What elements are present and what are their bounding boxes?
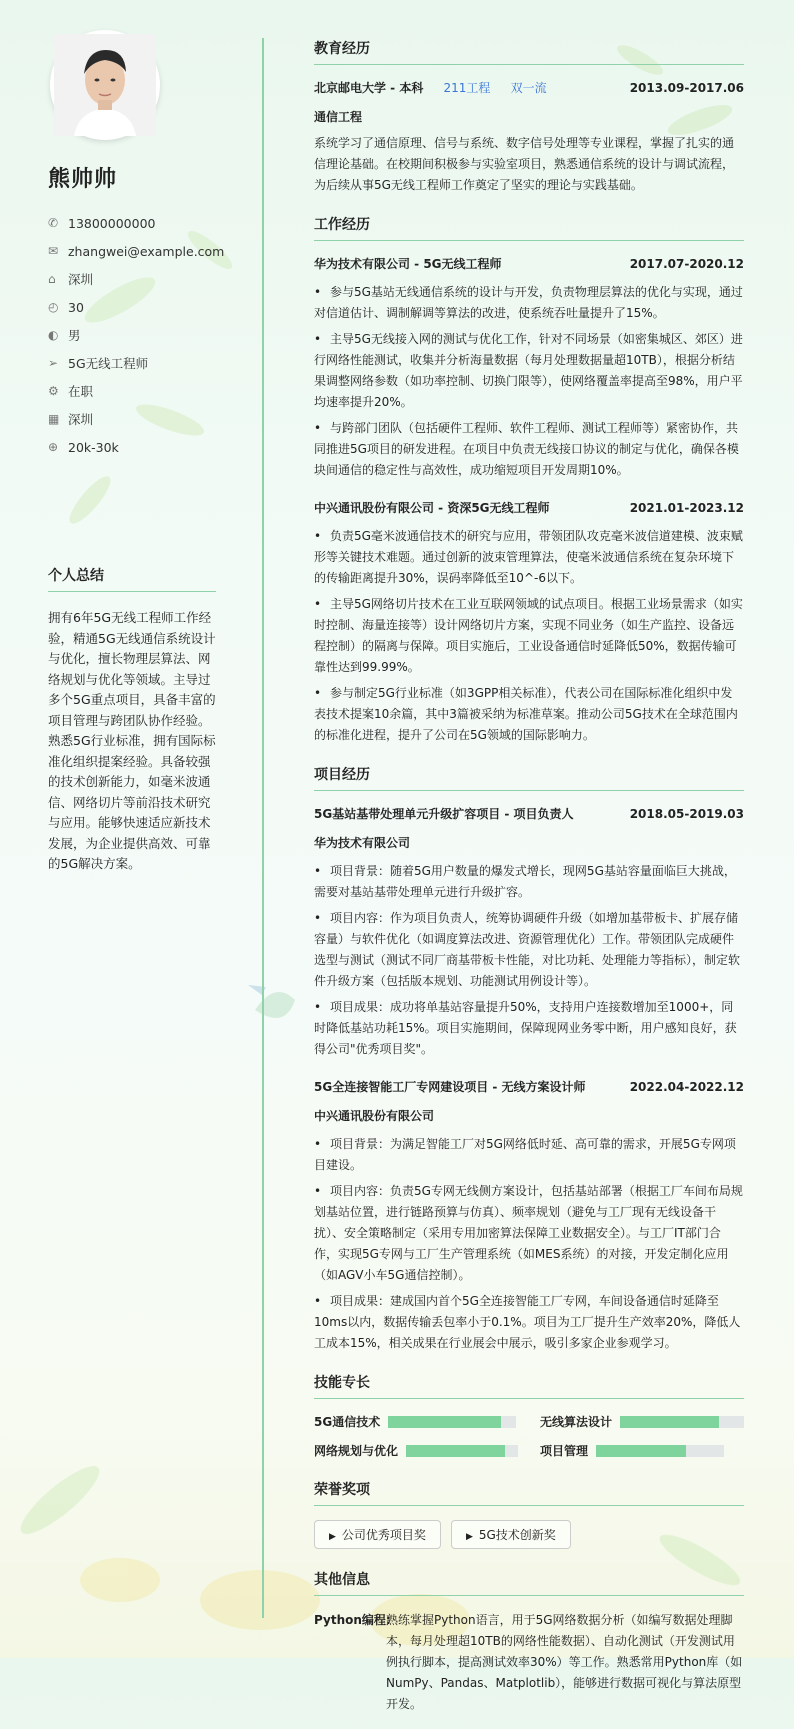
education-major: 通信工程	[314, 110, 363, 124]
skill-item	[314, 1413, 518, 1430]
project-header	[314, 805, 744, 822]
skill-item	[540, 1413, 744, 1430]
project-item	[314, 805, 744, 1060]
work-item	[314, 255, 744, 481]
work-bullets	[314, 282, 744, 481]
other-title: 其他信息	[314, 1569, 744, 1596]
avatar	[50, 30, 160, 140]
city-icon: ▦	[48, 412, 60, 426]
list-item: • 项目内容：作为项目负责人，统筹协调硬件升级（如增加基带板卡、扩展存储容量）与软件优化（如调度算法改进、资源管理优化）工作。带领团队完成硬件选型与测试（测试不同厂商基带板卡性能，对比功耗、处理能力等指标），制定软件升级方案（包括版本规划、功能测试用例设计等）。	[314, 908, 744, 992]
skills-section	[314, 1372, 744, 1459]
project-company: 中兴通讯股份有限公司	[314, 1109, 435, 1123]
phone-icon: ✆	[48, 216, 59, 230]
project-bullets	[314, 861, 744, 1060]
project-name: 5G基站基带处理单元升级扩容项目 - 项目负责人	[314, 807, 574, 821]
awards-section	[314, 1479, 744, 1549]
project-period: 2022.04-2022.12	[629, 1079, 744, 1094]
candidate-name: 熊帅帅	[48, 167, 118, 192]
gender-icon: ◐	[48, 328, 59, 342]
project-name: 5G全连接智能工厂专网建设项目 - 无线方案设计师	[314, 1080, 586, 1094]
list-item: • 项目背景：为满足智能工厂对5G网络低时延、高可靠的需求，开展5G专网项目建设。	[314, 1134, 744, 1176]
info-text: 男	[68, 328, 81, 343]
education-section	[314, 38, 744, 196]
list-item: • 负责5G毫米波通信技术的研究与应用，带领团队攻克毫米波信道建模、波束赋形等关键技术难题。通过创新的波束管理算法，使毫米波通信系统在复杂环境下的传输距离提升30%，误码率降低至10^-6以下。	[314, 526, 744, 589]
summary-section	[48, 565, 216, 875]
salary-icon: ⊕	[48, 440, 59, 454]
education-header	[314, 79, 744, 96]
skills-grid	[314, 1413, 744, 1459]
main-content	[314, 38, 744, 1729]
work-header	[314, 255, 744, 272]
work-header	[314, 499, 744, 516]
skill-bar	[596, 1445, 724, 1457]
info-age	[48, 293, 262, 321]
skill-bar-fill	[388, 1416, 501, 1428]
award-label: 公司优秀项目奖	[341, 1528, 426, 1542]
info-gender	[48, 321, 262, 349]
info-email	[48, 237, 262, 265]
project-bullets	[314, 1134, 744, 1354]
skill-bar-fill	[406, 1445, 505, 1457]
work-period: 2021.01-2023.12	[629, 500, 744, 515]
info-city	[48, 405, 262, 433]
project-header	[314, 1078, 744, 1095]
other-key: Python编程:	[314, 1613, 391, 1627]
info-text: 深圳	[68, 412, 94, 427]
info-location	[48, 265, 262, 293]
skill-bar	[406, 1445, 518, 1457]
projects-title: 项目经历	[314, 764, 744, 791]
info-text: zhangwei@example.com	[68, 243, 225, 259]
other-value: 熟练掌握Python语言，用于5G网络数据分析（如编写数据处理脚本，每月处理超10TB的网络性能数据）、自动化测试（开发测试用例执行脚本，提高测试效率30%）等工作。熟悉常用Python库（如NumPy、Pandas、Matplotlib），能够进行数据可视化与算法原型开发。	[386, 1613, 743, 1711]
info-salary	[48, 433, 262, 461]
work-period: 2017.07-2020.12	[629, 256, 744, 271]
work-company: 华为技术有限公司 - 5G无线工程师	[314, 257, 502, 271]
skill-bar-fill	[596, 1445, 686, 1457]
info-text: 13800000000	[68, 215, 156, 231]
list-item: • 主导5G无线接入网的测试与优化工作，针对不同场景（如密集城区、郊区）进行网络性能测试，收集并分析海量数据（每月处理数据量超10TB），根据分析结果调整网络参数（如功率控制、切换门限等），使网络覆盖率提高至98%，用户平均速率提升20%。	[314, 329, 744, 413]
list-item: • 主导5G网络切片技术在工业互联网领域的试点项目。根据工业场景需求（如实时控制、海量连接等）设计网络切片方案，实现不同业务（如生产监控、设备远程控制）的隔离与保障。项目实施后，工业设备通信时延降低50%，数据传输可靠性达到99.99%。	[314, 594, 744, 678]
school-tag: 双一流	[510, 81, 547, 95]
info-text: 20k-30k	[68, 439, 119, 455]
skill-label: 5G通信技术	[314, 1415, 381, 1429]
projects-section	[314, 764, 744, 1354]
info-position	[48, 349, 262, 377]
award-label: 5G技术创新奖	[478, 1528, 556, 1542]
school-tags	[428, 81, 547, 95]
skill-label: 无线算法设计	[540, 1415, 613, 1429]
education-period: 2013.09-2017.06	[629, 80, 744, 95]
summary-text: 拥有6年5G无线工程师工作经验，精通5G无线通信系统设计与优化，擅长物理层算法、网络规划与优化等领域。主导过多个5G重点项目，具备丰富的项目管理与跨团队协作经验。熟悉5G行业标准，拥有国际标准化组织提案经验。具备较强的技术创新能力，如毫米波通信、网络切片等前沿技术研究与应用。能够快速适应新技术发展，为企业提供高效、可靠的5G解决方案。	[48, 610, 216, 871]
summary-title: 个人总结	[48, 565, 216, 592]
award-badge	[314, 1520, 441, 1549]
play-triangle-icon: ▶	[329, 1532, 336, 1542]
age-icon: ◴	[48, 300, 59, 314]
work-item	[314, 499, 744, 746]
list-item: • 项目成果：建成国内首个5G全连接智能工厂专网，车间设备通信时延降至10ms以内，数据传输丢包率小于0.1%。项目为工厂提升生产效率20%，降低人工成本15%，相关成果在行业展会中展示，吸引多家企业参观学习。	[314, 1291, 744, 1354]
info-phone	[48, 209, 262, 237]
list-item: • 与跨部门团队（包括硬件工程师、软件工程师、测试工程师等）紧密协作，共同推进5G项目的研发进程。在项目中负责无线接口协议的制定与优化，确保各模块间通信的稳定性与高效性，成功缩短项目开发周期10%。	[314, 418, 744, 481]
skills-title: 技能专长	[314, 1372, 744, 1399]
list-item: • 项目背景：随着5G用户数量的爆发式增长，现网5G基站容量面临巨大挑战，需要对基站基带处理单元进行升级扩容。	[314, 861, 744, 903]
skill-label: 项目管理	[540, 1444, 589, 1458]
education-title: 教育经历	[314, 38, 744, 65]
work-section	[314, 214, 744, 746]
school-name: 北京邮电大学 - 本科	[314, 81, 424, 95]
awards-title: 荣誉奖项	[314, 1479, 744, 1506]
skill-item	[314, 1442, 518, 1459]
project-period: 2018.05-2019.03	[629, 806, 744, 821]
list-item: • 项目内容：负责5G专网无线侧方案设计，包括基站部署（根据工厂车间布局规划基站位置，进行链路预算与仿真）、频率规划（避免与工厂现有无线设备干扰）、安全策略制定（采用专用加密算法保障工业数据安全）。与工厂IT部门合作，实现5G专网与工厂生产管理系统（如MES系统）的对接，开发定制化应用（如AGV小车5G通信控制）。	[314, 1181, 744, 1286]
mail-icon: ✉	[48, 244, 59, 258]
skill-item	[540, 1442, 744, 1459]
list-item: • 参与5G基站无线通信系统的设计与开发，负责物理层算法的优化与实现，通过对信道估计、调制解调等算法的改进，使系统吞吐量提升了15%。	[314, 282, 744, 324]
project-item	[314, 1078, 744, 1354]
list-item: • 参与制定5G行业标准（如3GPP相关标准），代表公司在国际标准化组织中发表技术提案10余篇，其中3篇被采纳为标准草案。推动公司5G技术在全球范围内的标准化进程，提升了公司在5G领域的国际影响力。	[314, 683, 744, 746]
status-icon: ⚙	[48, 384, 59, 398]
award-badge	[451, 1520, 571, 1549]
awards-list	[314, 1520, 744, 1549]
info-text: 30	[68, 299, 84, 315]
school-tag: 211工程	[443, 81, 491, 95]
play-triangle-icon: ▶	[465, 1532, 473, 1542]
avatar-portrait	[54, 34, 156, 136]
home-icon: ⌂	[48, 272, 56, 286]
info-text: 在职	[68, 384, 94, 399]
project-company: 华为技术有限公司	[314, 836, 411, 850]
position-icon: ➢	[48, 356, 59, 370]
skill-bar	[620, 1416, 744, 1428]
work-company: 中兴通讯股份有限公司 - 资深5G无线工程师	[314, 501, 550, 515]
other-section	[314, 1569, 744, 1715]
info-text: 5G无线工程师	[68, 356, 149, 371]
skill-label: 网络规划与优化	[314, 1444, 399, 1458]
contact-info-list	[48, 209, 262, 461]
skill-bar-fill	[620, 1416, 719, 1428]
education-description: 系统学习了通信原理、信号与系统、数字信号处理等专业课程，掌握了扎实的通信理论基础。在校期间积极参与实验室项目，熟悉通信系统的设计与调试流程，为后续从事5G无线工程师工作奠定了坚实的理论与实践基础。	[314, 136, 735, 192]
skill-bar	[388, 1416, 516, 1428]
list-item: • 项目成果：成功将单基站容量提升50%，支持用户连接数增加至1000+，同时降低基站功耗15%。项目实施期间，保障现网业务零中断，用户感知良好，获得公司"优秀项目奖"。	[314, 997, 744, 1060]
work-title: 工作经历	[314, 214, 744, 241]
info-status	[48, 377, 262, 405]
info-text: 深圳	[68, 272, 94, 287]
work-bullets	[314, 526, 744, 746]
other-item	[314, 1610, 744, 1715]
vertical-divider	[262, 38, 264, 1618]
